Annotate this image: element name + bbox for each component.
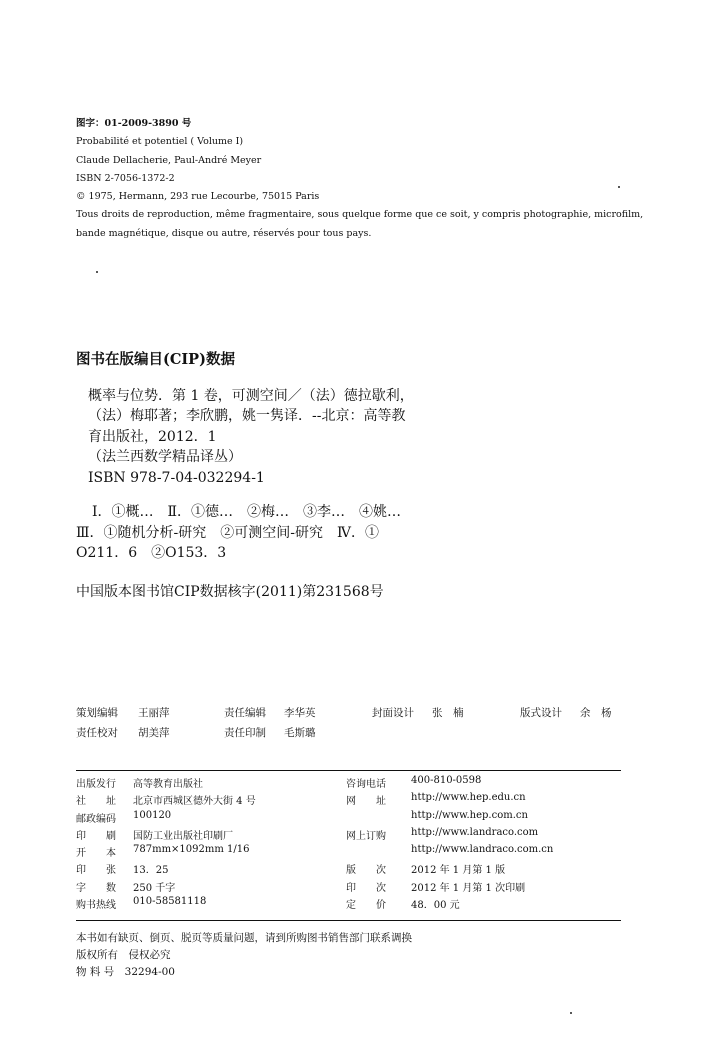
pub-value: http://www.landraco.com	[411, 826, 539, 838]
pub-value: 2012 年 1 月第 1 版	[411, 865, 506, 877]
pub-key: 印 次	[346, 882, 386, 894]
cip-title: 图书在版编目(CIP)数据	[76, 351, 235, 368]
cip-class-line: Ⅲ．①随机分析-研究 ②可测空间-研究 Ⅳ．①	[76, 524, 379, 541]
credit-name: 毛斯璐	[284, 727, 316, 739]
pub-value: 高等教育出版社	[133, 779, 203, 790]
original-authors: Claude Dellacherie, Paul-André Meyer	[76, 154, 262, 166]
scan-speck	[96, 271, 98, 273]
scan-speck	[570, 1012, 572, 1014]
pub-key: 开 本	[76, 848, 116, 860]
credit-label: 封面设计	[372, 707, 414, 719]
credit-row	[76, 725, 636, 745]
credit-label: 策划编辑	[76, 707, 118, 719]
pub-value: 北京市西城区德外大街 4 号	[133, 796, 256, 808]
pub-key: 印 刷	[76, 830, 116, 842]
cip-line: （法兰西数学精品译丛）	[88, 449, 242, 465]
footer-notes	[76, 930, 412, 981]
credits-block	[76, 705, 636, 745]
pub-key: 邮政编码	[76, 813, 116, 825]
pub-value: 400-810-0598	[411, 775, 482, 786]
pub-value: 48．00 元	[411, 900, 460, 912]
original-title: Probabilité et potentiel ( Volume I)	[76, 136, 244, 148]
pub-key: 版 次	[346, 865, 386, 877]
pub-value: http://www.hep.edu.cn	[411, 792, 526, 804]
pub-key: 咨询电话	[346, 779, 386, 790]
credit-name: 张 楠	[432, 707, 464, 719]
pub-key: 字 数	[76, 882, 116, 894]
pub-key: 出版发行	[76, 779, 116, 790]
registration-number: 图字：01-2009-3890 号	[76, 118, 192, 129]
pub-key: 定 价	[346, 900, 386, 912]
credit-label: 责任印制	[224, 727, 266, 739]
pub-value: 13．25	[133, 865, 169, 877]
rule-bottom	[76, 920, 621, 921]
cip-data-block	[76, 350, 496, 602]
scan-speck	[618, 186, 620, 188]
cip-isbn: ISBN 978-7-04-032294-1	[88, 469, 265, 486]
pub-value: http://www.landraco.com.cn	[411, 844, 554, 856]
credit-name: 王丽萍	[138, 707, 170, 719]
cip-line: （法）梅耶著；李欣鹏，姚一隽译．--北京：高等教	[88, 408, 406, 424]
pub-value: 2012 年 1 月第 1 次印刷	[411, 882, 526, 894]
credit-name: 李华英	[284, 707, 316, 719]
cip-class-line: O211．6 ②O153．3	[76, 545, 227, 561]
credit-name: 余 杨	[580, 707, 612, 719]
cip-record	[76, 386, 496, 489]
rights-statement-2: bande magnétique, disque ou autre, réservés pour tous pays.	[76, 227, 372, 239]
pub-value: http://www.hep.com.cn	[411, 809, 528, 821]
pub-value: 国防工业出版社印刷厂	[133, 830, 233, 842]
pub-value: 250 千字	[133, 882, 176, 894]
cip-classification	[76, 502, 496, 564]
pub-key: 网 址	[346, 796, 386, 808]
pub-key: 购书热线	[76, 900, 116, 912]
credit-label: 版式设计	[520, 707, 562, 719]
original-publisher: © 1975, Hermann, 293 rue Lecourbe, 75015 Paris	[76, 191, 320, 203]
pub-value: 100120	[133, 809, 172, 821]
pub-key: 社 址	[76, 796, 116, 808]
material-number: 物 料 号 32294-00	[76, 966, 175, 978]
credit-row	[76, 705, 636, 725]
cip-line: 概率与位势．第 1 卷，可测空间／（法）德拉歇利，	[88, 387, 414, 404]
cip-class-line: Ⅰ．①概… Ⅱ．①德… ②梅… ③李… ④姚…	[92, 504, 402, 520]
rights-statement-1: Tous droits de reproduction, même fragmentaire, sous quelque forme que ce soit, y compris photographie, microfilm,	[76, 209, 644, 221]
cip-number: 中国版本图书馆CIP数据核字(2011)第231568号	[76, 583, 384, 600]
rights-reserved: 版权所有 侵权必究	[76, 949, 171, 961]
cip-line: 育出版社，2012．1	[88, 428, 217, 445]
rule-top	[76, 770, 621, 771]
credit-label: 责任校对	[76, 727, 118, 739]
credit-label: 责任编辑	[224, 707, 266, 719]
credit-name: 胡美萍	[138, 727, 170, 739]
pub-key: 印 张	[76, 865, 116, 877]
original-isbn: ISBN 2-7056-1372-2	[76, 172, 175, 184]
copyright-block	[76, 115, 676, 243]
pub-value: 010-58581118	[133, 896, 207, 908]
pub-value: 787mm×1092mm 1/16	[133, 844, 250, 856]
pub-key: 网上订购	[346, 830, 386, 842]
quality-notice: 本书如有缺页、倒页、脱页等质量问题，请到所购图书销售部门联系调换	[76, 932, 412, 944]
